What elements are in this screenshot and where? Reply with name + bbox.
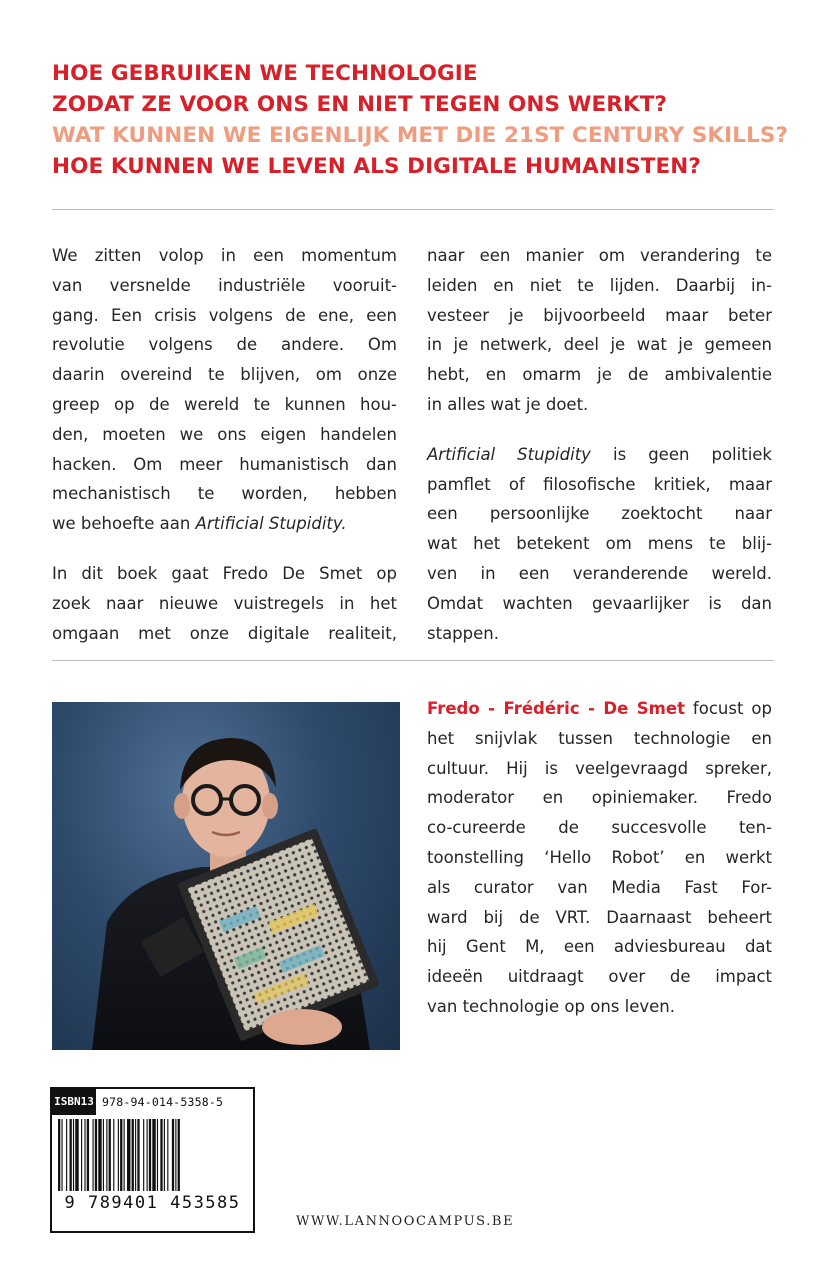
barcode-bar [160,1119,162,1191]
text-fragment: focust op [684,699,772,718]
text-line: naar een manier om verandering te [427,246,772,265]
headline [52,58,792,182]
text-line: het snijvlak tussen technologie en [427,728,772,748]
barcode-bar [172,1119,174,1191]
book-title-italic: Artificial Stupidity [427,444,591,464]
barcode-bar [120,1119,122,1191]
text-line: leiden en niet te lijden. Daarbij in- [427,275,772,295]
barcode-bar [70,1119,72,1191]
ean-number: 9 789401 453585 [64,1193,241,1213]
author-portrait-icon [52,702,400,1050]
barcode-bar [175,1119,176,1191]
isbn-row [52,1089,253,1115]
text-line: ward bij de VRT. Daarnaast beheert [427,907,772,927]
barcode-bar [124,1119,125,1191]
barcode-bar [103,1119,104,1191]
barcode-bar [109,1119,111,1191]
divider-top [52,209,774,210]
barcode-bar [118,1119,119,1191]
text-line: In dit boek gaat Fredo De Smet op [52,563,397,583]
barcode-bar [106,1119,107,1191]
text-line: in je netwerk, deel je wat je gemeen [427,335,772,355]
barcode-bar [147,1119,148,1191]
divider-middle [52,660,774,661]
blurb-column-left [52,241,397,648]
text-line: hebt, en omarm je de ambivalentie [427,365,772,385]
barcode-bar [73,1119,74,1191]
blurb-paragraph-2 [52,559,397,648]
blurb-paragraph-3 [427,241,772,420]
text-line: pamflet of filosofische kritiek, maar [427,474,772,494]
barcode-bar [132,1119,134,1191]
text-line: ven in een veranderende wereld. [427,563,772,583]
text-line: We zitten volop in een momentum [52,246,397,265]
isbn-barcode [50,1087,255,1233]
text-line: ideeën uitdraagt over de impact [427,967,772,987]
barcode-bar [93,1119,94,1191]
barcode-icon [56,1119,249,1199]
barcode-bar [95,1119,97,1191]
barcode-bar [178,1119,180,1191]
author-name: Fredo - Frédéric - De Smet [427,699,685,718]
headline-line-2: ZODAT ZE VOOR ONS EN NIET TEGEN ONS WERKT? [52,92,668,117]
text-fragment: we behoefte aan [52,514,196,534]
text-line: van versnelde industriële vooruit- [52,275,397,295]
barcode-bar [137,1119,139,1191]
publisher-website: WWW.LANNOOCAMPUS.BE [296,1214,515,1229]
barcode-bar [81,1119,82,1191]
barcode-bar [113,1119,114,1191]
text-line: omgaan met onze digitale realiteit, [52,623,397,643]
barcode-bar [61,1119,62,1191]
text-line: stappen. [427,623,499,643]
text-line: Omdat wachten gevaarlijker is dan [427,593,772,613]
text-line: mechanistisch te worden, hebben [52,484,397,504]
text-line: wat het betekent om mens te blij- [427,534,772,554]
text-line: co-cureerde de succesvolle ten- [427,818,772,838]
barcode-bar [127,1119,130,1191]
text-line: hij Gent M, een adviesbureau dat [427,937,772,957]
barcode-bar [84,1119,85,1191]
text-fragment: is geen politiek [590,444,772,464]
barcode-bar [135,1119,136,1191]
text-line: daarin overeind te blijven, om onze [52,365,397,385]
text-line: vesteer je bijvoorbeeld maar beter [427,305,772,325]
barcode-bar [149,1119,151,1191]
text-line: moderator en opiniemaker. Fredo [427,788,772,808]
barcode-bar [167,1119,168,1191]
text-line [427,694,772,724]
barcode-bar [75,1119,78,1191]
barcode-bar [98,1119,101,1191]
book-title-italic: Artificial Stupidity. [195,514,347,534]
isbn-number: 978-94-014-5358-5 [102,1095,224,1109]
text-line: revolutie volgens de andere. Om [52,335,397,355]
author-photo [52,702,400,1050]
barcode-bar [58,1119,60,1191]
text-line: als curator van Media Fast For- [427,877,772,897]
text-line: den, moeten we ons eigen handelen [52,424,397,444]
headline-line-3: WAT KUNNEN WE EIGENLIJK MET DIE 21ST CENTURY SKILLS? [52,123,789,148]
text-line: greep op de wereld te kunnen hou- [52,394,397,414]
text-line: toonstelling ‘Hello Robot’ en werkt [427,847,772,867]
text-line: in alles wat je doet. [427,394,589,414]
barcode-bar [87,1119,89,1191]
author-bio [427,694,772,1022]
blurb-paragraph-4 [427,440,772,649]
headline-line-1: HOE GEBRUIKEN WE TECHNOLOGIE [52,61,478,86]
barcode-bar [66,1119,67,1191]
text-line-last [52,509,397,539]
blurb-paragraph-1 [52,241,397,539]
text-line: een persoonlijke zoektocht naar [427,504,772,524]
headline-line-4: HOE KUNNEN WE LEVEN ALS DIGITALE HUMANISTEN? [52,154,701,179]
text-line: hacken. Om meer humanistisch dan [52,454,397,474]
text-line: gang. Een crisis volgens de ene, een [52,305,397,325]
barcode-bar [143,1119,144,1191]
isbn-label: ISBN13 [52,1089,96,1115]
text-line: cultuur. Hij is veelgevraagd spreker, [427,758,772,778]
barcode-bar [157,1119,158,1191]
text-line: van technologie op ons leven. [427,996,675,1016]
barcode-bar [164,1119,165,1191]
barcode-bar [152,1119,155,1191]
text-line [427,440,772,470]
text-line: zoek naar nieuwe vuistregels in het [52,593,397,613]
blurb-column-right [427,241,772,648]
